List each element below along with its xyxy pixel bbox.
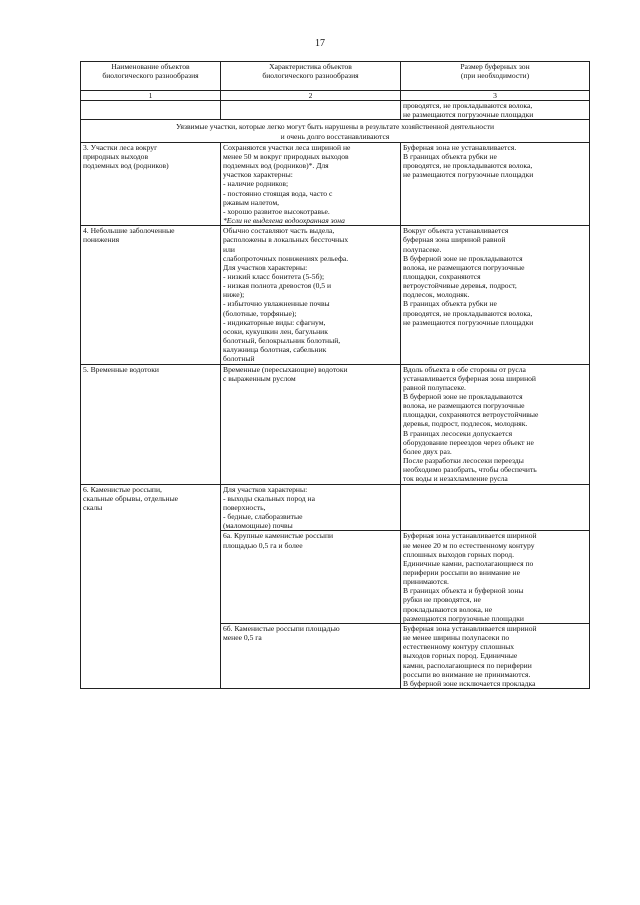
text-line: В буферной зоне не прокладываются	[403, 392, 523, 401]
text-line: необходимо разобрать, чтобы обеспечить	[403, 465, 537, 475]
text-line: площадки, сохраняются ветроустойчивые	[403, 410, 539, 420]
column-number: 3	[401, 91, 590, 101]
text-line: осоки, кукушкин лен, багульник	[223, 326, 328, 336]
text-line: не менее 20 м по естественному контуру	[403, 540, 535, 550]
header-text: биологического разнообразия	[102, 71, 199, 81]
text-line: ржавым налетом,	[223, 197, 280, 207]
text-line: проводятся, не прокладываются волока,	[403, 161, 533, 171]
text-line: 4. Небольшие заболоченные	[83, 226, 175, 236]
text-line: (болотные, торфяные);	[223, 308, 297, 318]
text-line: скальные обрывы, отдельные	[83, 493, 179, 503]
text-line: Единичные камни, располагающиеся по	[403, 558, 534, 568]
text-line: Вдоль объекта в обе стороны от русла	[403, 364, 526, 374]
object-name	[81, 484, 221, 688]
header-text: Наименование объектов	[111, 62, 190, 71]
text-line: равной полупасеке.	[403, 382, 466, 392]
text-line: - индикаторные виды: сфагнум,	[223, 317, 326, 327]
text-line: выходов горных пород. Единичные	[403, 651, 518, 661]
text-line: - хорошо развитое высокотравье.	[223, 206, 330, 216]
text-line: или	[223, 244, 235, 254]
text-line: с выраженным руслом	[223, 373, 296, 383]
text-line: Буферная зона устанавливается шириной	[403, 531, 537, 541]
text-line: Для участков характерны:	[223, 262, 308, 272]
text-line: оборудование переездов через объект не	[403, 437, 534, 447]
header-text: биологического разнообразия	[262, 71, 359, 81]
text-line: болотный, белокрыльник болотный,	[223, 336, 341, 346]
text-line: (маломощные) почвы	[223, 521, 293, 531]
text-line: не менее ширины полупасеки по	[403, 633, 510, 643]
text-line: - избыточно увлажненные почвы	[223, 299, 330, 309]
column-number-row	[81, 91, 590, 101]
text-line: камни, располагающиеся по периферии	[403, 660, 532, 670]
text-line: Буферная зона устанавливается шириной	[403, 623, 537, 633]
buffer-zone	[401, 484, 590, 531]
buffer-zone	[401, 142, 590, 225]
text-line: После разработки лесосеки переезды	[403, 456, 524, 466]
biodiversity-table	[80, 61, 590, 689]
text-line: болотный	[223, 354, 255, 364]
text-line: Обычно составляют часть выдела,	[223, 226, 335, 236]
text-line: более двух раз.	[403, 446, 452, 456]
object-characteristic	[221, 142, 401, 225]
text-line: периферии россыпи во внимание не	[403, 567, 520, 577]
text-line: расположены в локальных бессточных	[223, 235, 349, 245]
text-line: 6. Каменистые россыпи,	[83, 484, 162, 494]
text-line: подлесок, молодняк.	[403, 290, 470, 300]
text-line: - низкий класс бонитета (5-5б);	[223, 271, 325, 281]
text-line: - постоянно стоящая вода, часто с	[223, 188, 333, 198]
buffer-zone	[401, 623, 590, 688]
text-line: - бедные, слаборазвитые	[223, 512, 303, 522]
object-name	[81, 226, 221, 364]
header-col-name	[81, 62, 221, 91]
text-line: В границах объекта рубки не	[403, 151, 497, 161]
header-text: Характеристика объектов	[269, 62, 352, 71]
text-line: Сохраняются участки леса шириной не	[223, 142, 351, 152]
text-line: В границах объекта и буферной зоны	[403, 586, 524, 596]
section-title-row	[81, 120, 590, 142]
text-line: подземных вод (родников)	[83, 161, 169, 171]
continuation-row	[81, 101, 590, 120]
object-characteristic	[221, 364, 401, 484]
table-row	[81, 484, 590, 531]
object-characteristic	[221, 531, 401, 624]
object-characteristic	[221, 623, 401, 688]
text-line: калужница болотная, сабельник	[223, 345, 327, 355]
footnote: *Если не выделена водоохранная зона	[223, 216, 345, 226]
text-line: естественному контуру сплошных	[403, 642, 515, 652]
buffer-zone	[401, 531, 590, 624]
header-text: (при необходимости)	[460, 71, 530, 81]
buffer-zone	[401, 226, 590, 364]
header-col-buffer	[401, 62, 590, 91]
text-line: поверхность,	[223, 502, 266, 512]
column-number: 2	[221, 91, 401, 101]
text-line: - низкая полнота древостоя (0,5 и	[223, 281, 332, 291]
object-characteristic	[221, 484, 401, 531]
text-line: - выходы скальных пород на	[223, 493, 315, 503]
text-line: Временные (пересыхающие) водотоки	[223, 364, 348, 374]
text-line: 5. Временные водотоки	[83, 364, 159, 374]
text-line: В буферной зоне исключается прокладка	[403, 678, 536, 688]
table-header-row	[81, 62, 590, 91]
text-line: слабопроточных понижениях рельефа.	[223, 253, 349, 263]
text-line: сплошных выходов горных пород.	[403, 549, 515, 559]
column-number: 1	[81, 91, 221, 101]
text-line: В границах лесосеки допускается	[403, 428, 513, 438]
text-line: - наличие родников;	[223, 179, 289, 189]
buffer-zone	[401, 364, 590, 484]
section-title-line: Уязвимые участки, которые легко могут быть нарушены в результате хозяйственной деятельности	[175, 122, 495, 132]
text-line: Вокруг объекта устанавливается	[403, 226, 509, 236]
text-line: деревья, подрост, подлесок, молодняк.	[403, 419, 528, 429]
header-text: Размер буферных зон	[460, 62, 530, 71]
text-line: В буферной зоне не прокладываются	[403, 253, 523, 263]
text-line: участков характерны:	[223, 170, 293, 180]
table-row	[81, 142, 590, 225]
continuation-buffer	[401, 101, 590, 120]
object-characteristic	[221, 226, 401, 364]
section-title	[81, 120, 590, 142]
text-line: россыпи во внимание не принимаются.	[403, 669, 531, 679]
text-line: площадью 0,5 га и более	[223, 540, 303, 550]
text-line: не размещаются погрузочные площадки	[403, 317, 534, 327]
text-line: рубки не проводятся, не	[403, 595, 481, 605]
text-line: полупасеке.	[403, 244, 442, 254]
object-name	[81, 142, 221, 225]
text-line: 6а. Крупные каменистые россыпи	[223, 531, 334, 541]
table-row	[81, 364, 590, 484]
text-line: не размещаются погрузочные площадки	[403, 110, 534, 120]
text-line: проводятся, не прокладываются волока,	[403, 308, 533, 318]
text-line: ток воды и незахламление русла	[403, 474, 508, 484]
text-line: менее 0,5 га	[223, 633, 262, 643]
text-line: ветроустойчивые деревья, подрост,	[403, 281, 517, 291]
text-line: устанавливается буферная зона шириной	[403, 373, 536, 383]
text-line: скалы	[83, 502, 103, 512]
text-line: подземных вод (родников)*. Для	[223, 161, 329, 171]
text-line: принимаются.	[403, 577, 449, 587]
header-col-characteristic	[221, 62, 401, 91]
text-line: понижения	[83, 235, 120, 245]
text-line: проводятся, не прокладываются волока,	[403, 101, 533, 111]
text-line: Для участков характерны:	[223, 484, 308, 494]
table-row	[81, 226, 590, 364]
text-line: площадки, сохраняются	[403, 271, 481, 281]
page-number: 17	[315, 38, 325, 49]
text-line: В границах объекта рубки не	[403, 299, 497, 309]
text-line: 6б. Каменистые россыпи площадью	[223, 623, 340, 633]
text-line: 3. Участки леса вокруг	[83, 142, 158, 152]
text-line: менее 50 м вокруг природных выходов	[223, 151, 349, 161]
text-line: буферная зона шириной равной	[403, 235, 506, 245]
text-line: волока, не размещаются погрузочные	[403, 401, 525, 411]
section-title-line: и очень долго восстанавливаются	[280, 131, 390, 141]
object-name	[81, 364, 221, 484]
text-line: ниже);	[223, 290, 245, 300]
text-line: волока, не размещаются погрузочные	[403, 262, 525, 272]
text-line: размещаются погрузочные площадки	[403, 613, 524, 623]
text-line: прокладываются волока, не	[403, 604, 493, 614]
text-line: Буферная зона не устанавливается.	[403, 142, 517, 152]
text-line: не размещаются погрузочные площадки	[403, 170, 534, 180]
text-line: природных выходов	[83, 151, 149, 161]
